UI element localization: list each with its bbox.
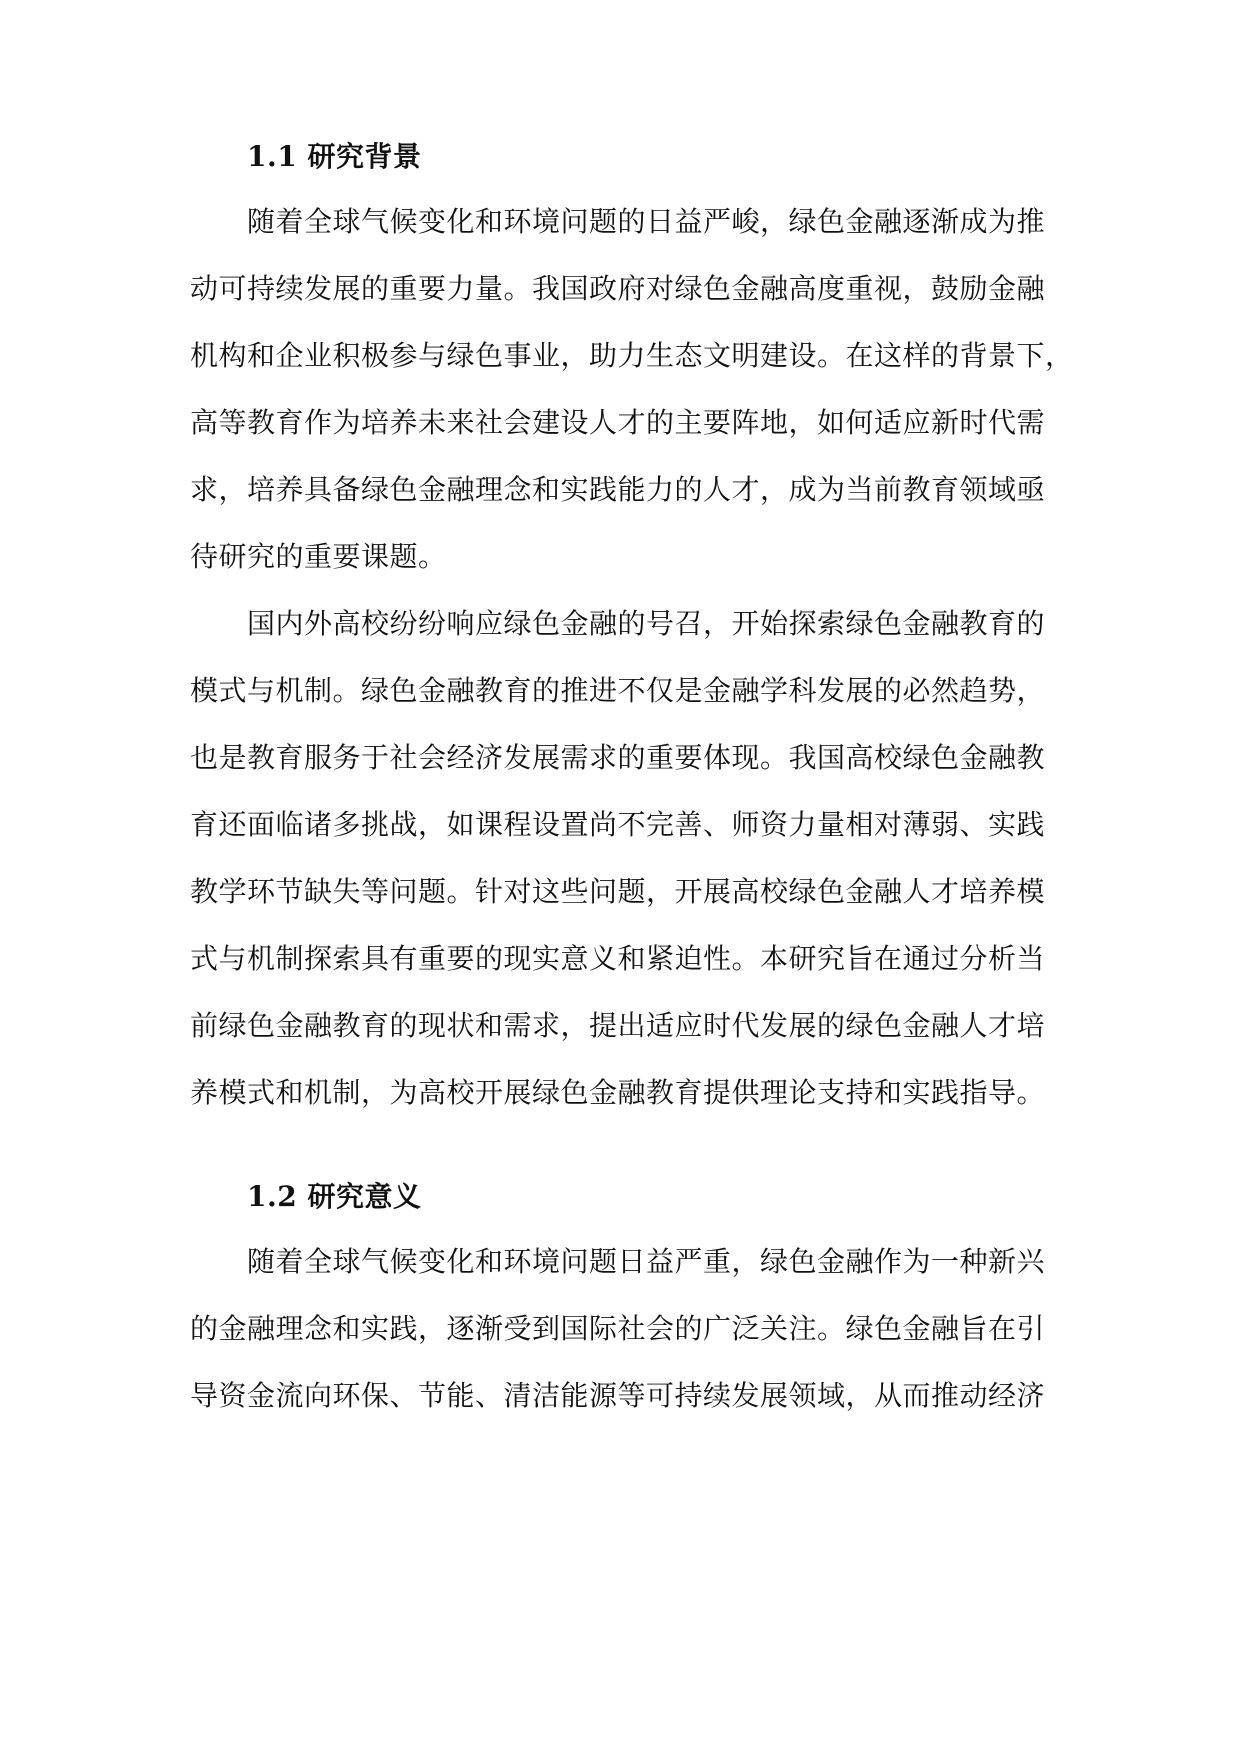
- text-line: 随着全球气候变化和环境问题的日益严峻，绿色金融逐渐成为推: [247, 205, 1046, 238]
- section-heading-1-2: 1.2 研究意义: [247, 1180, 422, 1213]
- text-line: 高等教育作为培养未来社会建设人才的主要阵地，如何适应新时代需: [190, 406, 1046, 439]
- text-line: 式与机制探索具有重要的现实意义和紧迫性。本研究旨在通过分析当: [190, 942, 1046, 975]
- text-line: 机构和企业积极参与绿色事业，助力生态文明建设。在这样的背景下，: [190, 339, 1074, 372]
- text-line: 教学环节缺失等问题。针对这些问题，开展高校绿色金融人才培养模: [190, 875, 1046, 908]
- text-line: 也是教育服务于社会经济发展需求的重要体现。我国高校绿色金融教: [190, 741, 1046, 774]
- text-line: 随着全球气候变化和环境问题日益严重，绿色金融作为一种新兴: [247, 1245, 1046, 1278]
- text-line: 育还面临诸多挑战，如课程设置尚不完善、师资力量相对薄弱、实践: [190, 808, 1046, 841]
- text-line: 的金融理念和实践，逐渐受到国际社会的广泛关注。绿色金融旨在引: [190, 1312, 1046, 1345]
- text-line: 待研究的重要课题。: [190, 540, 447, 573]
- text-line: 养模式和机制，为高校开展绿色金融教育提供理论支持和实践指导。: [190, 1076, 1046, 1109]
- text-line: 前绿色金融教育的现状和需求，提出适应时代发展的绿色金融人才培: [190, 1009, 1046, 1042]
- text-line: 导资金流向环保、节能、清洁能源等可持续发展领域，从而推动经济: [190, 1379, 1046, 1412]
- text-line: 国内外高校纷纷响应绿色金融的号召，开始探索绿色金融教育的: [247, 607, 1046, 640]
- section-heading-1-1: 1.1 研究背景: [247, 140, 422, 173]
- text-line: 动可持续发展的重要力量。我国政府对绿色金融高度重视，鼓励金融: [190, 272, 1046, 305]
- text-line: 求，培养具备绿色金融理念和实践能力的人才，成为当前教育领域亟: [190, 473, 1046, 506]
- text-line: 模式与机制。绿色金融教育的推进不仅是金融学科发展的必然趋势，: [190, 674, 1046, 707]
